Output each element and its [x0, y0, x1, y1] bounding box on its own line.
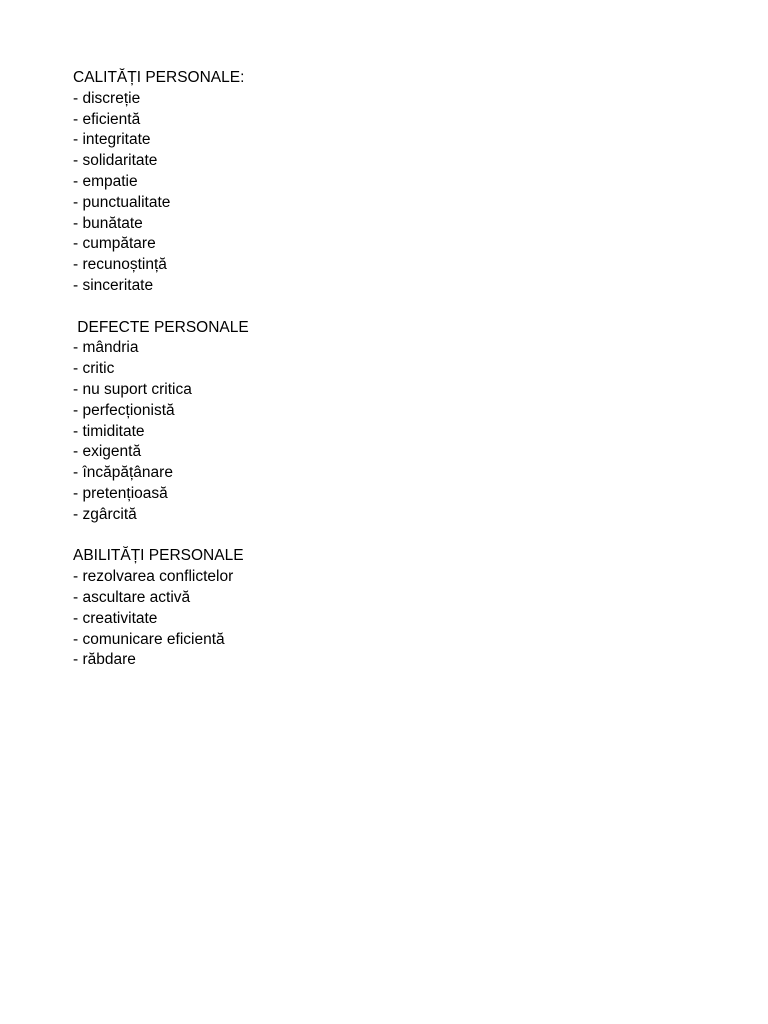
list-item: - comunicare eficientă [73, 630, 225, 648]
list-item: - creativitate [73, 609, 158, 627]
list-item: - pretențioasă [73, 484, 168, 502]
list-item: - exigentă [73, 443, 142, 461]
list-item: - perfecționistă [73, 401, 175, 419]
section-heading: DEFECTE PERSONALE [73, 318, 249, 336]
list-item: - cumpătare [73, 235, 156, 253]
list-item: - zgârcită [73, 505, 137, 523]
list-item: - timiditate [73, 422, 145, 440]
item-list [73, 89, 249, 297]
list-item: - recunoștință [73, 256, 167, 274]
list-item: - încăpățânare [73, 464, 173, 482]
list-item: - critic [73, 360, 115, 378]
section-calitati-personale [73, 68, 249, 297]
list-item: - sinceritate [73, 276, 154, 294]
list-item: - nu suport critica [73, 380, 192, 398]
list-item: - eficientă [73, 110, 141, 128]
list-item: - mândria [73, 339, 139, 357]
list-item: - solidaritate [73, 152, 158, 170]
section-heading: CALITĂȚI PERSONALE: [73, 69, 245, 86]
list-item: - discreție [73, 89, 141, 107]
list-item: - ascultare activă [73, 588, 191, 606]
section-defecte-personale [73, 318, 249, 526]
list-item: - răbdare [73, 651, 136, 669]
list-item: - empatie [73, 172, 138, 190]
item-list [73, 567, 249, 671]
item-list [73, 338, 249, 525]
section-abilitati-personale [73, 546, 249, 671]
list-item: - rezolvarea conflictelor [73, 568, 234, 586]
list-item: - integritate [73, 131, 151, 149]
document-body [73, 68, 249, 671]
list-item: - punctualitate [73, 193, 171, 211]
list-item: - bunătate [73, 214, 143, 232]
section-heading: ABILITĂȚI PERSONALE [73, 547, 244, 565]
